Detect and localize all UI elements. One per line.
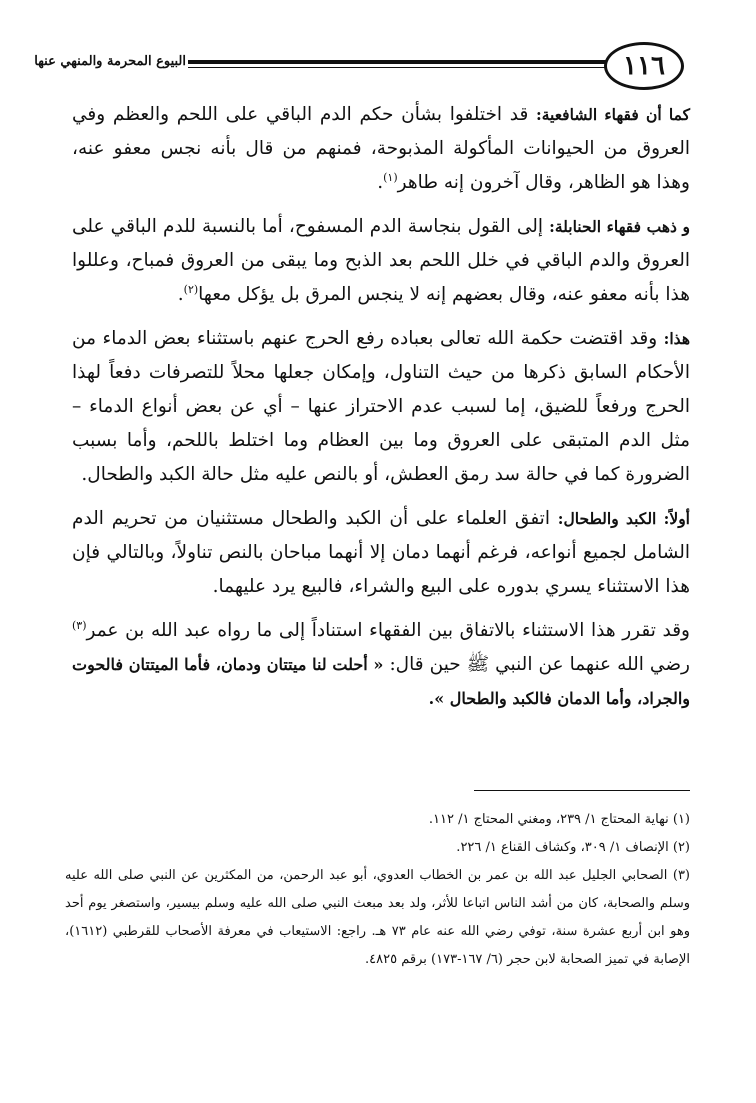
paragraph-exceptions — [72, 322, 690, 492]
running-title: البيوع المحرمة والمنهي عنها — [34, 54, 186, 69]
paragraph-lead: أولاً: الكبد والطحال: — [557, 509, 690, 528]
footnote-1: (١) نهاية المحتاج ١/ ٢٣٩، ومغني المحتاج ١/ ١١٢. — [428, 812, 690, 827]
footnote-divider — [474, 790, 690, 791]
footnote-ref: (١) — [383, 170, 398, 184]
page-number: ١١٦ — [604, 42, 684, 90]
paragraph-end: . — [177, 284, 184, 305]
footnote-2: (٢) الإنصاف ١/ ٣٠٩، وكشاف القناع ١/ ٢٢٦. — [456, 840, 690, 855]
footnote-ref: (٢) — [183, 282, 199, 296]
main-text — [72, 98, 690, 726]
paragraph-end: . — [377, 172, 384, 193]
paragraph-text: وقد اقتضت حكمة الله تعالى بعباده رفع الحرج عنهم باستثناء بعض الدماء من الأحكام السابق ذكرها من حيث التناول، وإمكان جعلها محلاً للتصرفات دفعاً لهذا الحرج ورفعاً للضيق، إما لسبب عدم الاحتراز عنها – أي عن بعض أنواع الدماء – مثل الدم المتبقى على العروق وما بين العظام وما اختلط باللحم، وأما بسبب الضرورة كما في حالة سد رمق العطش، أو بالنص عليه مثل حالة الكبد والطحال. — [72, 328, 690, 485]
paragraph-text-continued: رضي الله عنهما عن النبي ﷺ حين قال: — [383, 654, 690, 675]
paragraph-lead: كما أن فقهاء الشافعية: — [536, 105, 690, 124]
page-header — [34, 42, 684, 94]
hadith-quote: « أحلت لنا ميتتان ودمان، فأما الميتتان فالحوت والجراد، وأما الدمان فالكبد والطحال ». — [72, 655, 690, 708]
paragraph-shafii — [72, 98, 690, 200]
paragraph-lead: هذا: — [663, 329, 690, 348]
paragraph-text: قد اختلفوا بشأن حكم الدم الباقي على اللحم والعظم وفي العروق من الحيوانات المأكولة المذبوحة، فمنهم من قال بأنه نجس معفو عنه، وهذا هو الظاهر، وقال آخرون إنه طاهر — [72, 104, 690, 193]
paragraph-hanbali — [72, 210, 690, 312]
footnote-3: (٣) الصحابي الجليل عبد الله بن عمر بن الخطاب العدوي، أبو عبد الرحمن، من المكثرين عن النبي صلى الله عليه وسلم والصحابة، كان من أشد الناس اتباعا للأثر، ولد بعد مبعث النبي صلى الله عليه وسلم بيسير، واستصغر يوم أحد وهو ابن أربع عشرة سنة، توفي رضي الله عنه عام ٧٣ هـ. راجع: الاستيعاب في معرفة الأصحاب للقرطبي (١٦١٢)، الإصابة في تميز الصحابة لابن حجر (٦/ ١٦٧-١٧٣) برقم ٤٨٢٥. — [65, 868, 690, 967]
footnotes — [65, 806, 690, 974]
footnote-ref: (٣) — [72, 618, 87, 632]
paragraph-text: وقد تقرر هذا الاستثناء بالاتفاق بين الفقهاء استناداً إلى ما رواه عبد الله بن عمر — [86, 620, 690, 641]
paragraph-text: اتفق العلماء على أن الكبد والطحال مستثنيان من تحريم الدم الشامل لجميع أنواعه، فرغم أنهما دمان إلا أنهما مباحان بالنص تناولاً، وبالتالي فإن هذا الاستثناء يسري بدوره على البيع والشراء، فالبيع يرد عليهما. — [72, 508, 690, 597]
paragraph-text: إلى القول بنجاسة الدم المسفوح، أما بالنسبة للدم الباقي على العروق والدم الباقي في خلل اللحم بعد الذبح وما يبقى من العروق فمباح، وعللوا هذا بأنه معفو عنه، وقال بعضهم إنه لا ينجس المرق بل يؤكل معها — [72, 216, 690, 305]
paragraph-liver-spleen — [72, 502, 690, 604]
paragraph-hadith — [72, 614, 690, 716]
header-rule — [188, 60, 606, 68]
paragraph-lead: و ذهب فقهاء الحنابلة: — [549, 217, 690, 236]
